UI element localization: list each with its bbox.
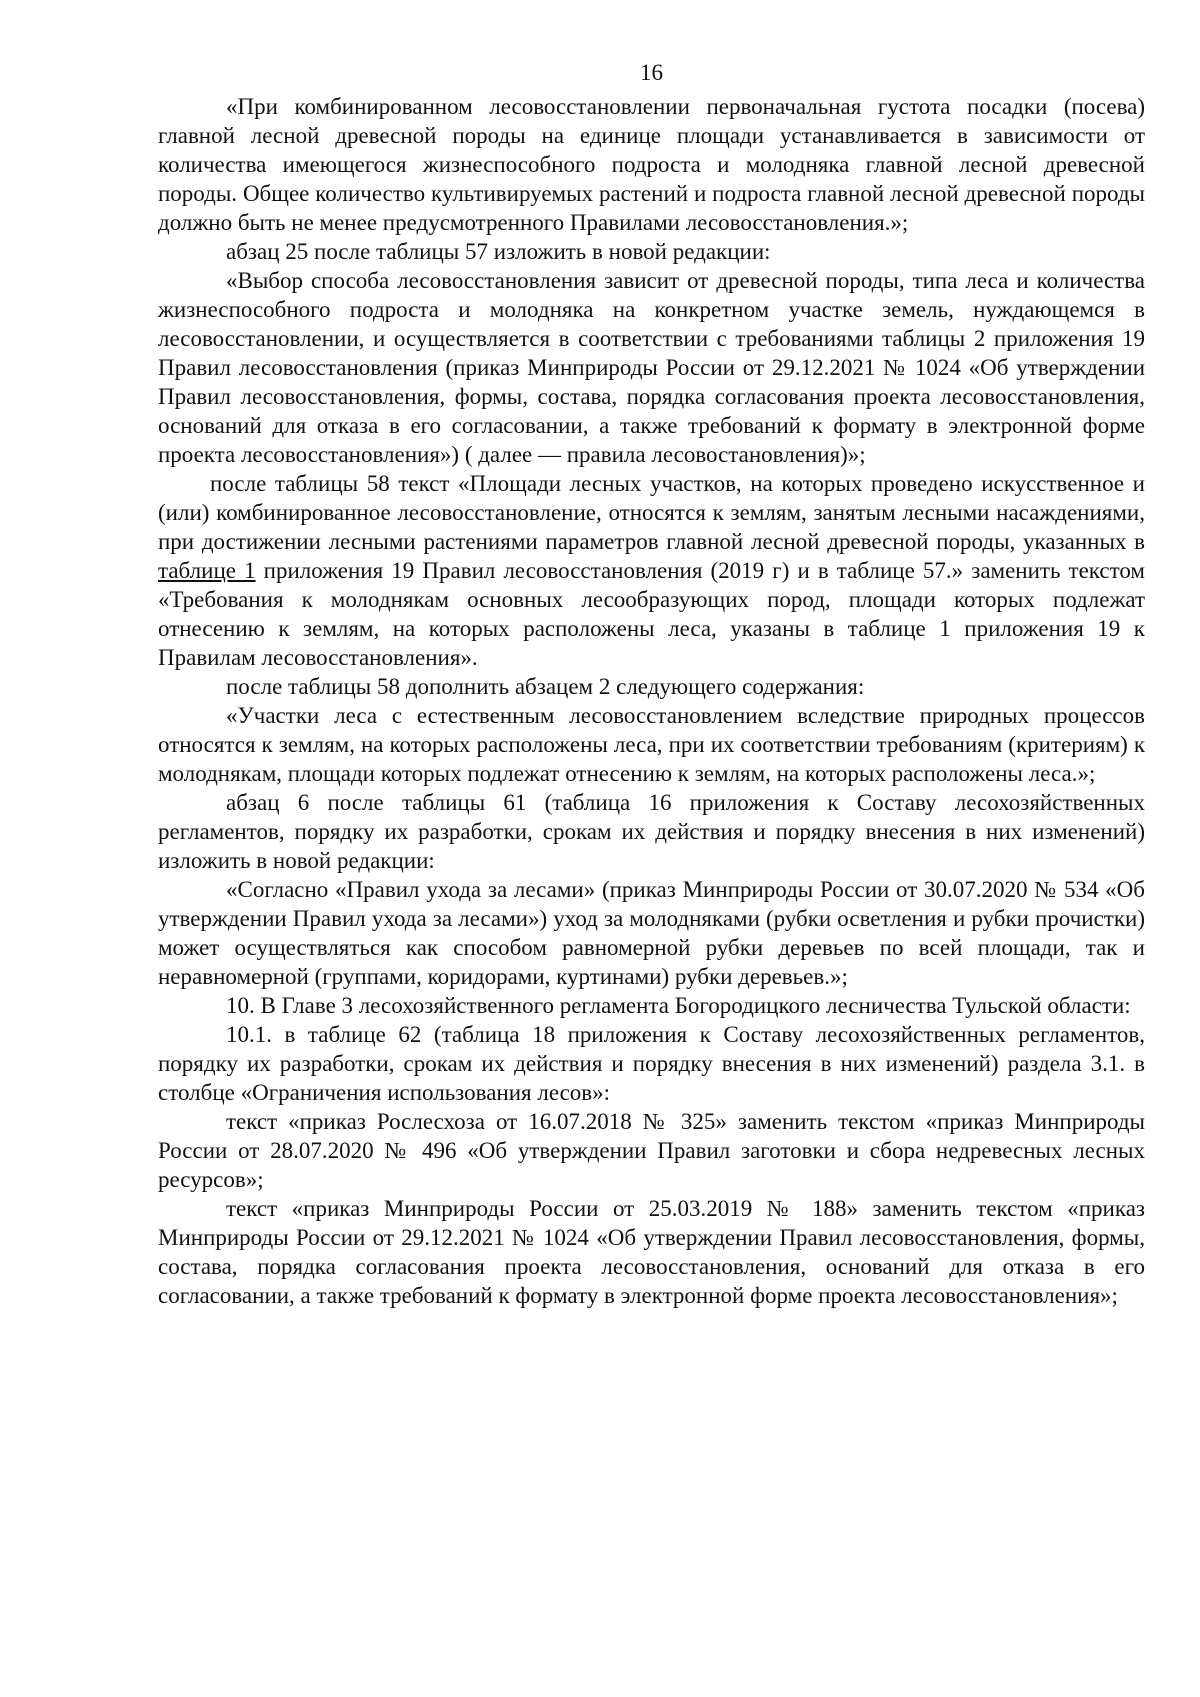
paragraph-forest-care-rules-quote: «Согласно «Правил ухода за лесами» (приказ Минприроды России от 30.07.2020 № 534 «Об утверждении Правил ухода за лесами») уход за молодняками (рубки осветления и рубки прочистки) может осуществляться как способом равномерной рубки деревьев по всей площади, так и неравномерной (группами, коридорами, куртинами) рубки деревьев.»;: [158, 877, 1145, 989]
paragraph-replace-order-325: текст «приказ Рослесхоза от 16.07.2018 № 325» заменить текстом «приказ Минприроды России от 28.07.2020 № 496 «Об утверждении Правил заготовки и сбора недревесных лесных ресурсов»;: [158, 1109, 1145, 1192]
paragraph-text-before: после таблицы 58 текст «Площади лесных участков, на которых проведено искусственное и (или) комбинированное лесовосстановление, относятся к землям, занятым лесными насаждениями, при достижении лесными растениями параметров главной лесной древесной породы, указанных в: [158, 471, 1145, 554]
paragraph-combined-reforestation-quote: «При комбинированном лесовосстановлении первоначальная густота посадки (посева) главной лесной древесной породы на единице площади устанавливается в зависимости от количества имеющегося жизнеспособного подроста и молодняка главной лесной древесной породы. Общее количество культивируемых растений и подроста главной лесной древесной породы должно быть не менее предусмотренного Правилами лесовосстановления.»;: [158, 94, 1145, 235]
paragraph-after-table-58-replacement: [158, 469, 1145, 672]
paragraph-text-after: приложения 19 Правил лесовосстановления (2019 г) и в таблице 57.» заменить текстом «Требования к молоднякам основных лесообразующих пород, площади которых подлежат отнесению к землям, на которых расположены леса, указаны в таблице 1 приложения 19 к Правилам лесовосстановления».: [158, 558, 1145, 670]
paragraph-replace-order-188: текст «приказ Минприроды России от 25.03.2019 № 188» заменить текстом «приказ Минприроды России от 29.12.2021 № 1024 «Об утверждении Правил лесовосстановления, формы, состава, порядка согласования проекта лесовосстановления, оснований для отказа в его согласовании, а также требований к формату в электронной форме проекта лесовосстановления»;: [158, 1196, 1145, 1308]
paragraph-instruction-abzac-6: абзац 6 после таблицы 61 (таблица 16 приложения к Составу лесохозяйственных регламентов, порядку их разработки, срокам их действия и порядку внесения в них изменений) изложить в новой редакции:: [158, 790, 1145, 873]
page-number: 16: [640, 60, 663, 85]
paragraph-item-10-1: 10.1. в таблице 62 (таблица 18 приложения к Составу лесохозяйственных регламентов, порядку их разработки, срокам их действия и порядку внесения в них изменений) раздела 3.1. в столбце «Ограничения использования лесов»:: [158, 1022, 1145, 1105]
paragraph-instruction-add-abzac-2: после таблицы 58 дополнить абзацем 2 следующего содержания:: [226, 674, 865, 699]
table-1-link[interactable]: таблице 1: [158, 558, 256, 583]
paragraph-natural-reforestation-quote: «Участки леса с естественным лесовосстановлением вследствие природных процессов относятся к землям, на которых расположены леса, при их соответствии требованиям (критериям) к молоднякам, площади которых подлежат отнесению к землям, на которых расположены леса.»;: [158, 703, 1145, 786]
paragraph-reforestation-method-quote: «Выбор способа лесовосстановления зависит от древесной породы, типа леса и количества жизнеспособного подроста и молодняка на конкретном участке земель, нуждающемся в лесовосстановлении, и осуществляется в соответствии с требованиями таблицы 2 приложения 19 Правил лесовосстановления (приказ Минприроды России от 29.12.2021 № 1024 «Об утверждении Правил лесовосстановления, формы, состава, порядка согласования проекта лесовосстановления, оснований для отказа в его согласовании, а также требований к формату в электронной форме проекта лесовосстановления») ( далее — правила лесовостановления)»;: [158, 268, 1145, 467]
paragraph-item-10: 10. В Главе 3 лесохозяйственного регламента Богородицкого лесничества Тульской области:: [226, 993, 1131, 1018]
paragraph-instruction-abzac-25: абзац 25 после таблицы 57 изложить в новой редакции:: [226, 239, 771, 264]
